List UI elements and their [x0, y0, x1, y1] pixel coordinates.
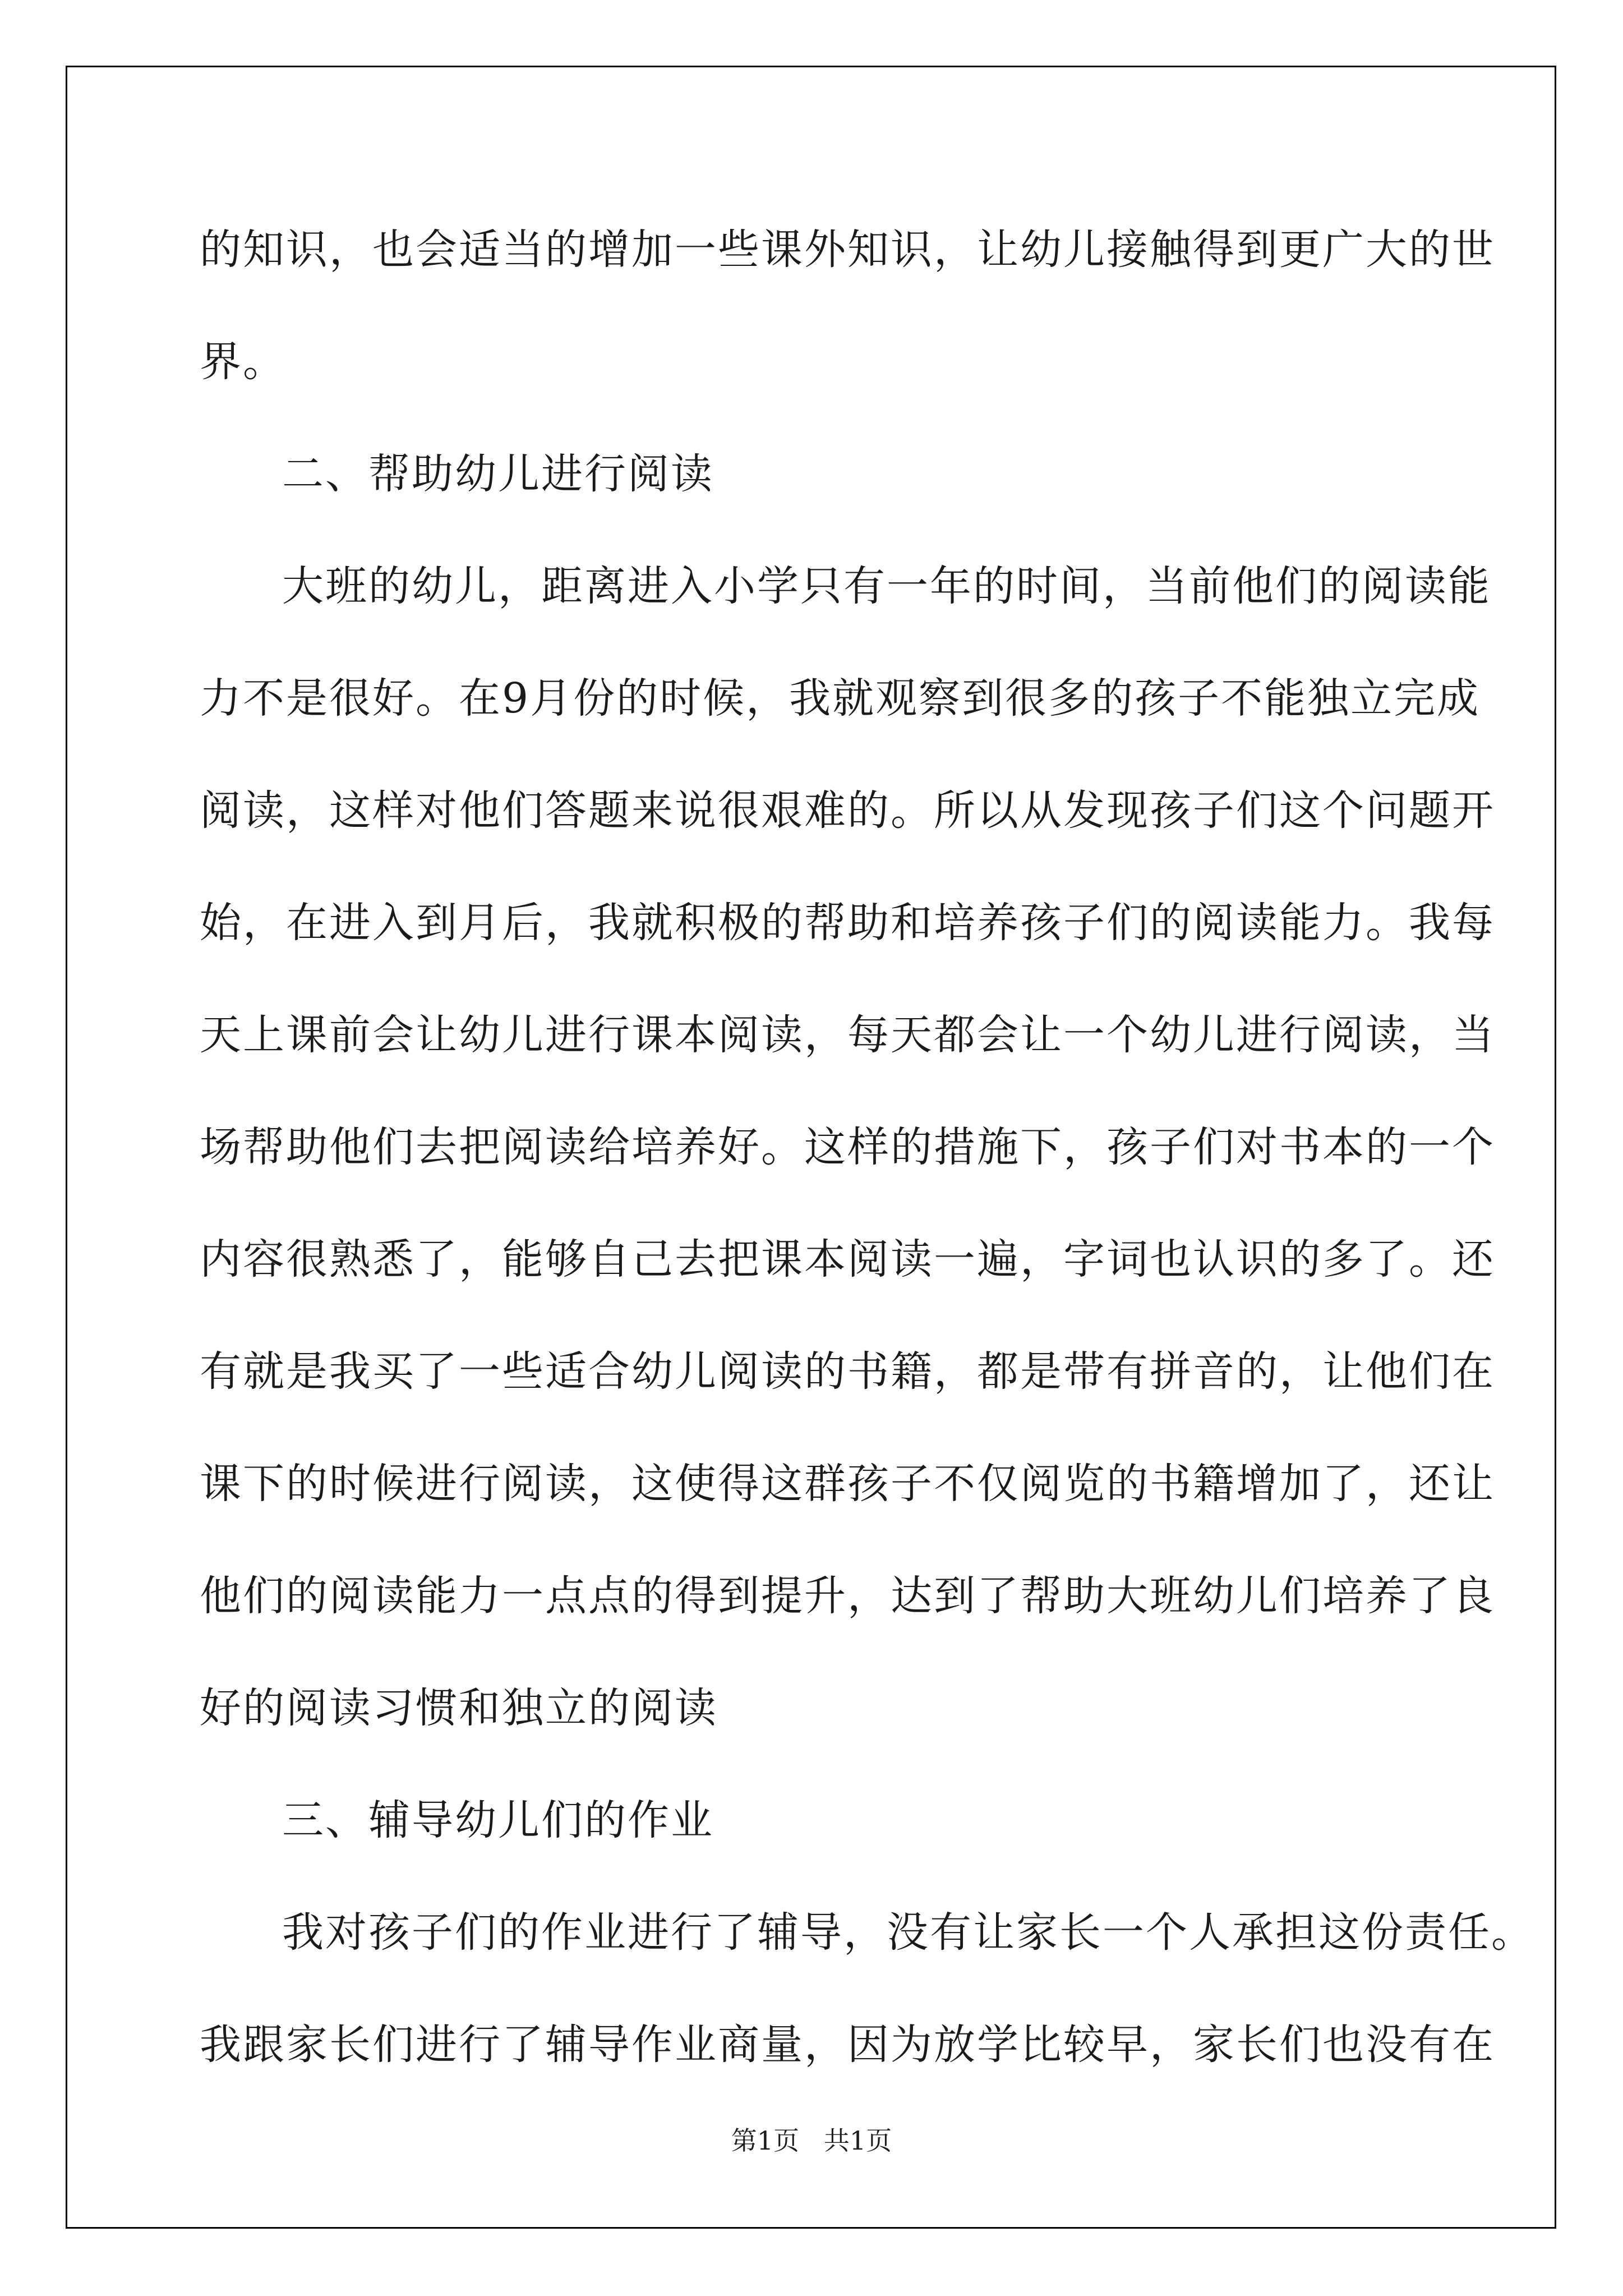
text-line: 界。 [200, 338, 286, 386]
section-heading: 二、帮助幼儿进行阅读 [282, 450, 714, 498]
text-line: 有就是我买了一些适合幼儿阅读的书籍，都是带有拼音的，让他们在 [200, 1347, 1495, 1396]
text-line: 天上课前会让幼儿进行课本阅读，每天都会让一个幼儿进行阅读，当 [200, 1011, 1495, 1059]
text-line: 大班的幼儿，距离进入小学只有一年的时间，当前他们的阅读能 [282, 562, 1491, 610]
text-line: 我对孩子们的作业进行了辅导，没有让家长一个人承担这份责任。 [282, 1908, 1534, 1957]
text-line: 始，在进入到月后，我就积极的帮助和培养孩子们的阅读能力。我每 [200, 899, 1495, 947]
section-heading: 三、辅导幼儿们的作业 [282, 1796, 714, 1844]
text-line: 场帮助他们去把阅读给培养好。这样的措施下，孩子们对书本的一个 [200, 1123, 1495, 1171]
text-line: 课下的时候进行阅读，这使得这群孩子不仅阅览的书籍增加了，还让 [200, 1460, 1495, 1508]
text-line: 的知识，也会适当的增加一些课外知识，让幼儿接触得到更广大的世 [200, 226, 1495, 274]
page-footer: 第1页 共1页 [731, 2125, 892, 2156]
text-line: 阅读，这样对他们答题来说很艰难的。所以从发现孩子们这个问题开 [200, 786, 1495, 835]
text-line: 内容很熟悉了，能够自己去把课本阅读一遍，字词也认识的多了。还 [200, 1235, 1495, 1283]
text-line: 我跟家长们进行了辅导作业商量，因为放学比较早，家长们也没有在 [200, 2021, 1495, 2069]
text-line: 他们的阅读能力一点点的得到提升，达到了帮助大班幼儿们培养了良 [200, 1572, 1495, 1620]
text-line: 好的阅读习惯和独立的阅读 [200, 1684, 718, 1732]
text-line: 力不是很好。在9月份的时候，我就观察到很多的孩子不能独立完成 [200, 674, 1481, 723]
